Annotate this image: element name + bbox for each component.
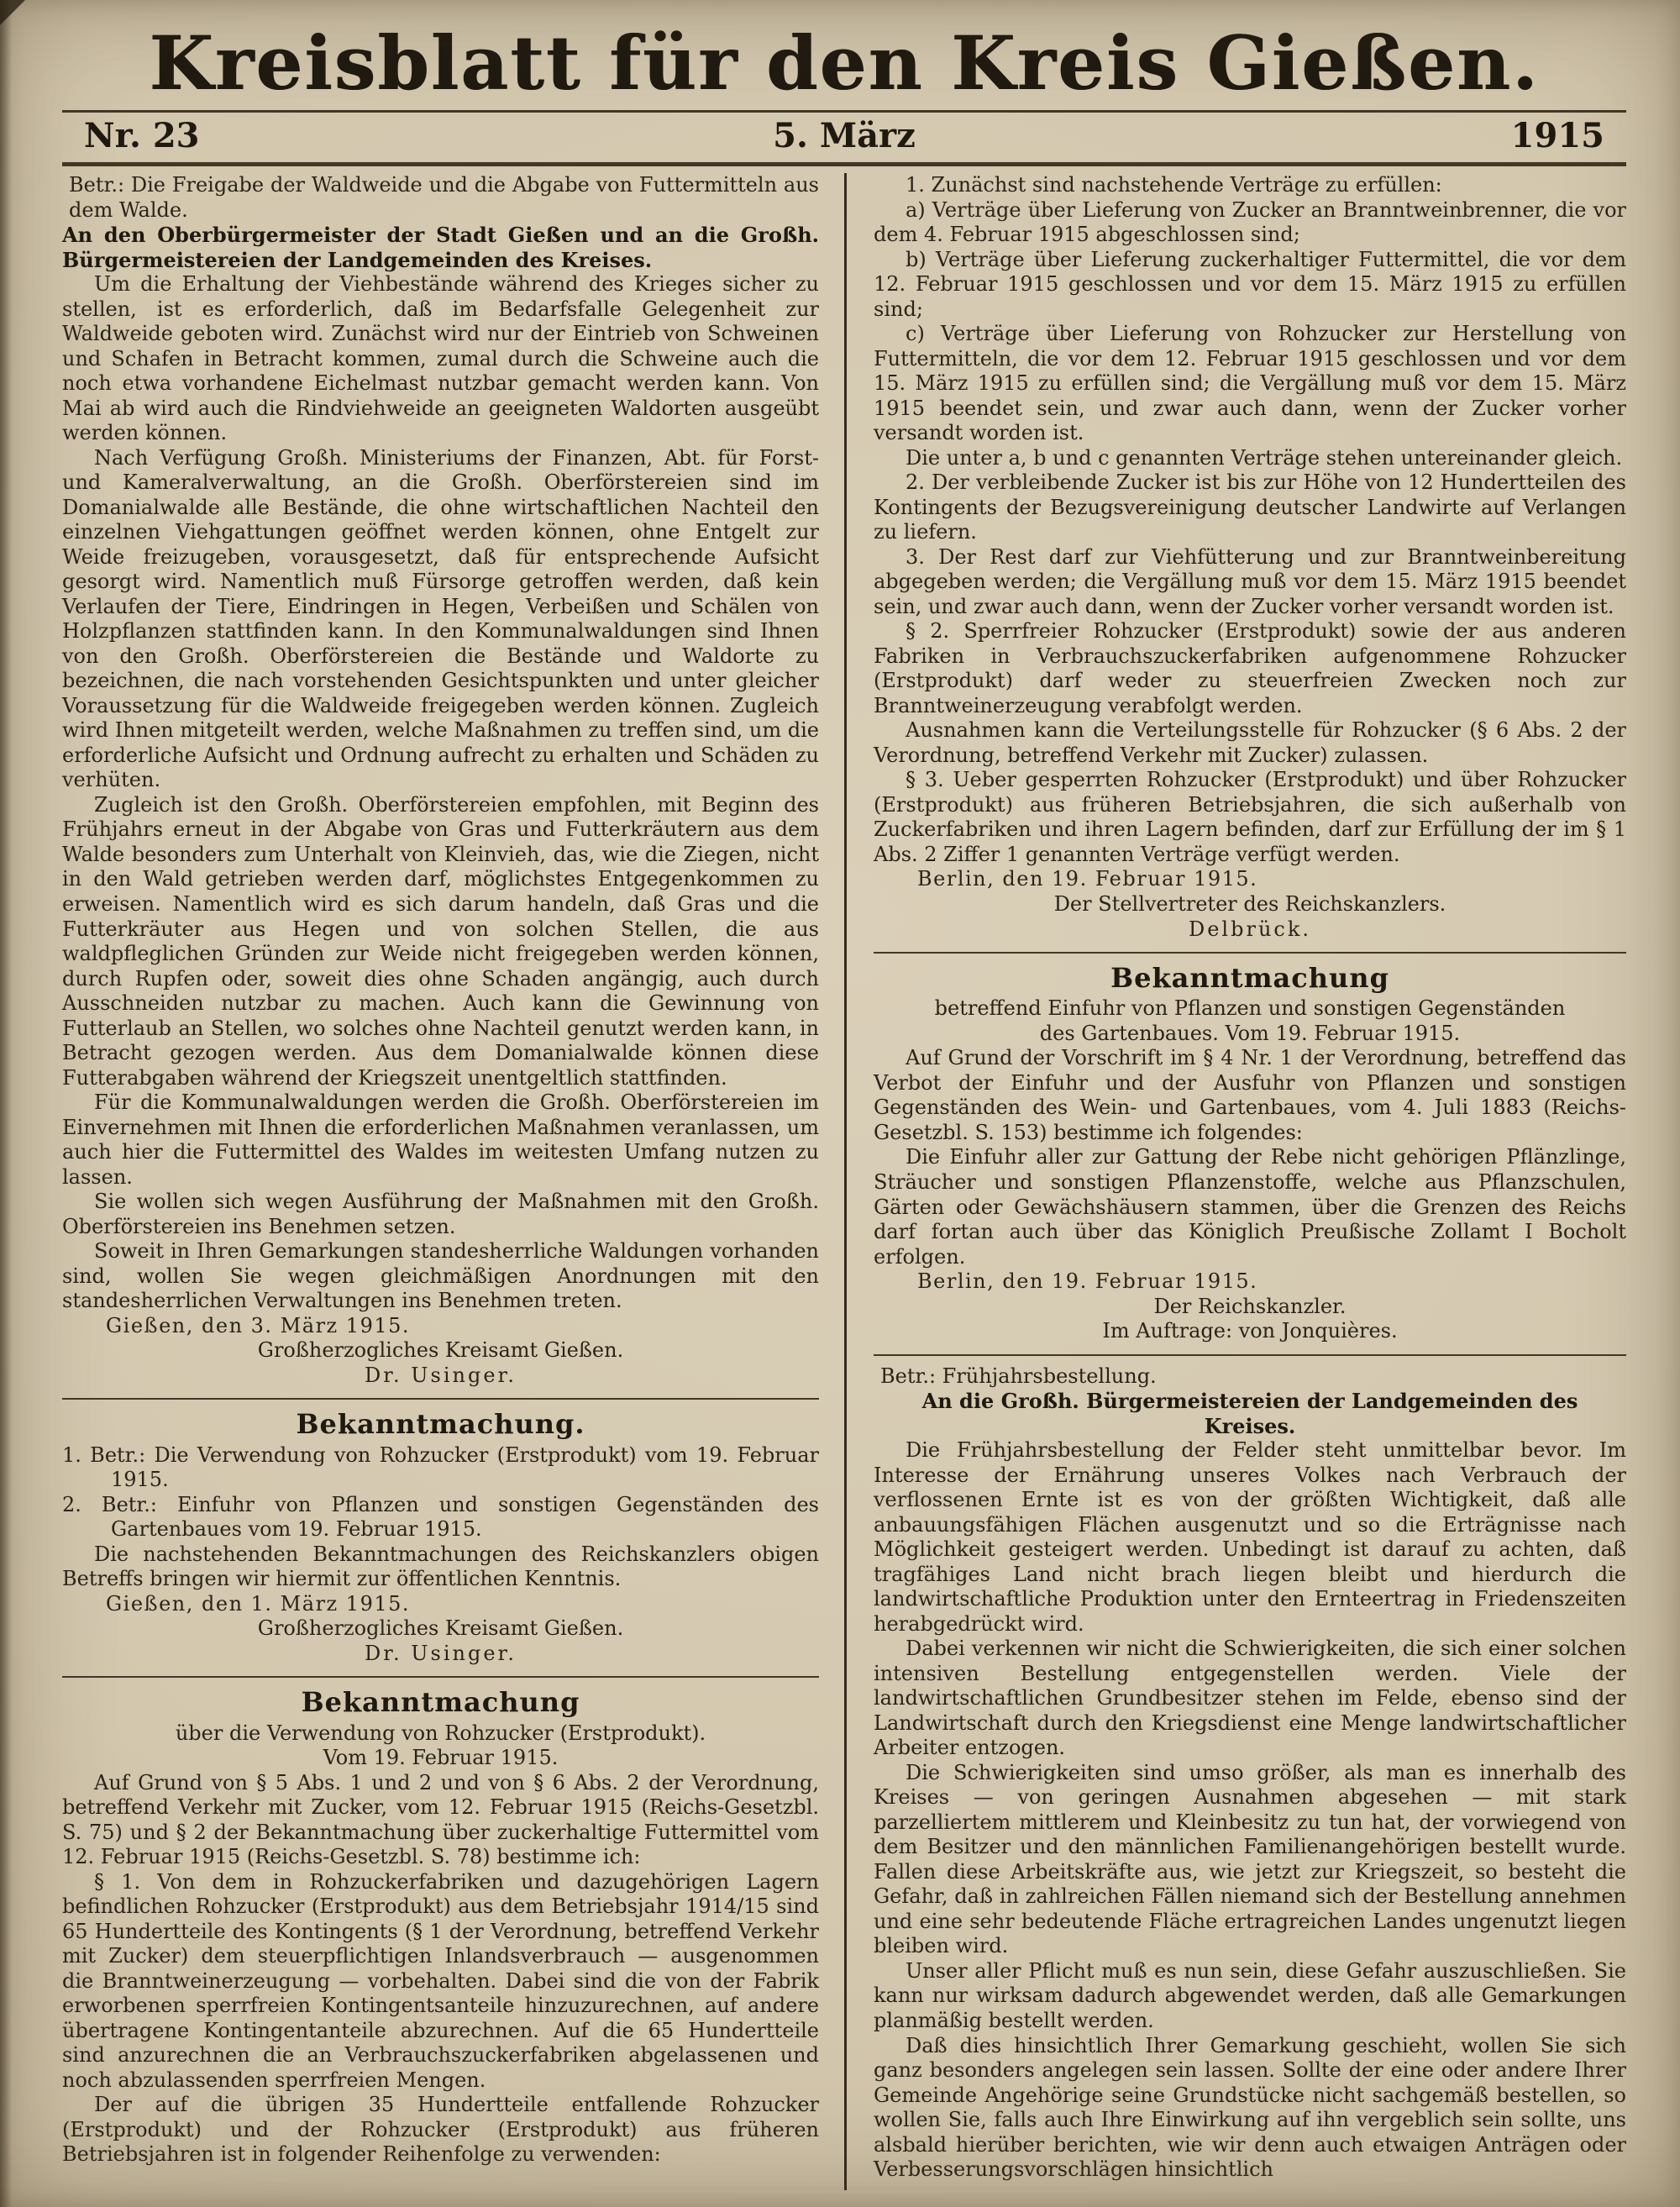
issue-row (62, 113, 1626, 162)
place-date-line: Berlin, den 19. Februar 1915. (917, 1269, 1258, 1294)
paragraph: Um die Erhaltung der Viehbestände während des Krieges sicher zu stellen, ist es erforderlich, daß im Bedarfsfalle Gelegenheit zur Waldweide geboten wird. Zunächst wird nur der Eintrieb von Schweinen und Schafen in Betracht kommen, zumal durch die Schweine auch die noch etwa vorhandene Eichelmast nutzbar gemacht werden kann. Von Mai ab wird auch die Rindviehweide an geeigneten Waldorten ausgeübt werden können. (62, 272, 819, 445)
article-subheading: betreffend Einfuhr von Pflanzen und sonstigen Gegenständen (934, 996, 1566, 1021)
betreff-item: 2. Betr.: Einfuhr von Pflanzen und sonstigen Gegenständen des Gartenbaues vom 19. Februar 1915. (62, 1492, 819, 1542)
article-separator (874, 952, 1626, 954)
header-rule-top (62, 110, 1626, 113)
article-address: An den Oberbürgermeister der Stadt Gießen und an die Großh. Bürgermeistereien der Landgemeinden des Kreises. (62, 223, 819, 272)
article-subject: Betr.: Frühjahrsbestellung. (880, 1364, 1157, 1388)
masthead (62, 13, 1626, 110)
article-separator (62, 1398, 819, 1400)
signature-name: Dr. Usinger. (364, 1363, 517, 1387)
place-date-line: Gießen, den 1. März 1915. (106, 1591, 411, 1616)
paragraph: § 1. Von dem in Rohzuckerfabriken und dazugehörigen Lagern befindlichen Rohzucker (Erstprodukt) aus dem Betriebsjahr 1914/15 sind 65 Hundertteile des Kontingents (§ 1 der Verordnung, betreffend Verkehr mit Zucker) dem steuerpflichtigen Inlandsverbrauch — ausgenommen die Branntweinerzeugung — vorbehalten. Dabei sind die von der Fabrik erworbenen sperrfreien Kontingentsanteile hinzuzurechnen, auf andere übertragene Kontingentanteile abzurechnen. Auf die 65 Hundertteile sind anzurechnen die an Verbrauchszuckerfabriken abgelassenen und noch abzulassenden sperrfreien Mengen. (62, 1869, 819, 2092)
paragraph: 1. Zunächst sind nachstehende Verträge zu erfüllen: (906, 173, 1442, 197)
content-columns (62, 173, 1626, 2190)
newspaper-title: Kreisblatt für den Kreis Gießen. (149, 19, 1540, 107)
place-date-line: Berlin, den 19. Februar 1915. (917, 867, 1258, 891)
article-subheading: über die Verwendung von Rohzucker (Erstprodukt). (175, 1721, 706, 1745)
signature-name: Delbrück. (1188, 917, 1312, 941)
paragraph: Der auf die übrigen 35 Hundertteile entfallende Rohzucker (Erstprodukt) und der Rohzucker (Erstprodukt) aus früheren Betriebsjahren ist in folgender Reihenfolge zu verwenden: (62, 2093, 819, 2167)
paragraph: § 3. Ueber gesperrten Rohzucker (Erstprodukt) und über Rohzucker (Erstprodukt) aus früheren Betriebsjahren, die sich außerhalb von Zuckerfabriken und ihren Lagern befinden, darf zur Erfüllung der im § 1 Abs. 2 Ziffer 1 genannten Verträge verfügt werden. (874, 768, 1626, 866)
article-heading: Bekanntmachung. (296, 1408, 585, 1441)
article-separator (62, 1676, 819, 1678)
paragraph: Die Schwierigkeiten sind umso größer, als man es innerhalb des Kreises — von geringen Ausnahmen abgesehen — mit stark parzelliertem mittlerem und Kleinbesitz zu tun hat, der vorwiegend von dem Besitzer und den männlichen Familienangehörigen bestellt wurde. Fallen diese Arbeitskräfte aus, wie jetzt zur Kriegszeit, so besteht die Gefahr, daß in zahlreichen Fällen niemand sich der Bestellung annehmen und eine sehr bedeutende Fläche ertragreichen Landes ungenutzt liegen bleiben wird. (874, 1760, 1626, 1958)
paragraph: Daß dies hinsichtlich Ihrer Gemarkung geschieht, wollen Sie sich ganz besonders angelegen sein lassen. Sollte der eine oder andere Ihrer Gemeinde Angehörige seine Grundstücke nicht sachgemäß bestellen, so wollen Sie, falls auch Ihre Einwirkung auf ihn vergeblich sein sollte, uns alsbald hierüber berichten, wie wir denn auch etwaigen Anträgen oder Verbesserungsvorschlägen hinsichtlich (874, 2033, 1626, 2182)
issue-year: 1915 (1510, 116, 1604, 156)
left-column (62, 173, 844, 2190)
paragraph: Die Frühjahrsbestellung der Felder steht unmittelbar bevor. Im Interesse der Ernährung unseres Volkes nach Verbrauch der verflossenen Ernte ist es von der größten Wichtigkeit, daß alle anbauungsfähigen Flächen ausgenutzt und so die Erträgnisse nach Möglichkeit gesteigert werden. Unbedingt ist darauf zu achten, daß tragfähiges Land nicht brach liegen bleibt und hierdurch die landwirtschaftliche Produktion unter den Ernteertrag in Friedenszeiten herabgedrückt wird. (874, 1438, 1626, 1636)
article-rohzucker-verwendung (62, 1686, 819, 2168)
signature-title: Der Stellvertreter des Reichskanzlers. (1053, 891, 1446, 916)
list-item-a: a) Verträge über Lieferung von Zucker an Branntweinbrenner, die vor dem 4. Februar 1915 abgeschlossen sind; (874, 197, 1626, 247)
article-subheading: des Gartenbaues. Vom 19. Februar 1915. (1039, 1021, 1461, 1045)
article-bekanntmachung-kreisamt (62, 1408, 819, 1666)
paragraph: Die unter a, b und c genannten Verträge stehen untereinander gleich. (906, 445, 1623, 470)
paragraph: 2. Der verbleibende Zucker ist bis zur Höhe von 12 Hundertteilen des Kontingents der Bezugsvereinigung deutscher Landwirte auf Verlangen zu liefern. (874, 470, 1626, 544)
paragraph: Ausnahmen kann die Verteilungsstelle für Rohzucker (§ 6 Abs. 2 der Verordnung, betreffend Verkehr mit Zucker) zulassen. (874, 718, 1626, 767)
paragraph: Sie wollen sich wegen Ausführung der Maßnahmen mit den Großh. Oberförstereien ins Benehmen setzen. (62, 1190, 819, 1238)
paragraph: Auf Grund der Vorschrift im § 4 Nr. 1 der Verordnung, betreffend das Verbot der Einfuhr und der Ausfuhr von Pflanzen und sonstigen Gegenständen des Wein- und Gartenbaues, vom 4. Juli 1883 (Reichs-Gesetzbl. S. 153) bestimme ich folgendes: (874, 1046, 1626, 1144)
paragraph: § 2. Sperrfreier Rohzucker (Erstprodukt) sowie der aus anderen Fabriken in Verbrauchszuckerfabriken aufgenommene Rohzucker (Erstprodukt) darf weder zu steuerfreien Zwecken noch zur Branntweinerzeugung verabfolgt werden. (874, 619, 1626, 717)
place-date-line: Gießen, den 3. März 1915. (106, 1313, 411, 1337)
issue-number: Nr. 23 (84, 116, 200, 156)
article-dateline: Vom 19. Februar 1915. (323, 1746, 559, 1770)
paragraph: Soweit in Ihren Gemarkungen standesherrliche Waldungen vorhanden sind, wollen Sie wegen gleichmäßigen Anordnungen mit den standesherrlichen Verwaltungen ins Benehmen treten. (62, 1239, 819, 1313)
right-column (844, 173, 1626, 2190)
article-fruehjahrsbestellung (874, 1364, 1626, 2183)
paragraph: Nach Verfügung Großh. Ministeriums der Finanzen, Abt. für Forst- und Kameralverwaltung, an die Großh. Oberförstereien sind im Domanialwalde alle Bestände, die ohne wirtschaftlichen Nachteil den einzelnen Viehgattungen geöffnet werden können, ohne Entgelt zur Weide freizugeben, vorausgesetzt, daß für entsprechende Aufsicht gesorgt wird. Namentlich muß Fürsorge getroffen werden, daß kein Verlaufen der Tiere, Eindringen in Hegen, Verbeißen und Schälen von Holzpflanzen stattfinden kann. In den Kommunalwaldungen sind Ihnen von den Großh. Oberförstereien die Bestände und Waldorte zu bezeichnen, die nach vorstehenden Gesichtspunkten und unter gleicher Voraussetzung für die Waldweide freigegeben werden können. Zugleich wird Ihnen mitgeteilt werden, welche Maßnahmen zu treffen sind, um die erforderliche Aufsicht und Ordnung aufrecht zu erhalten und Schäden zu verhüten. (62, 445, 819, 792)
article-address: An die Großh. Bürgermeistereien der Landgemeinden des Kreises. (921, 1389, 1578, 1438)
issue-date: 5. März (773, 116, 916, 156)
article-waldweide (62, 173, 819, 1388)
issuing-office: Großherzogliches Kreisamt Gießen. (257, 1616, 624, 1641)
paragraph: Dabei verkennen wir nicht die Schwierigkeiten, die sich einer solchen intensiven Bestellung entgegenstellen werden. Viele der landwirtschaftlichen Grundbesitzer stehen im Felde, ebenso sind der Landwirtschaft durch den Kriegsdienst eine Menge landwirtschaftlicher Arbeiter entzogen. (874, 1637, 1626, 1760)
betreff-item: 1. Betr.: Die Verwendung von Rohzucker (Erstprodukt) vom 19. Februar 1915. (62, 1442, 819, 1492)
list-item-b: b) Verträge über Lieferung zuckerhaltiger Futtermittel, die vor dem 12. Februar 1915 geschlossen und vor dem 15. März 1915 zu erfüllen sind; (874, 247, 1626, 321)
article-subject: Betr.: Die Freigabe der Waldweide und die Abgabe von Futtermitteln aus dem Walde. (69, 173, 819, 222)
signature-title: Der Reichskanzler. (1153, 1294, 1347, 1318)
list-item-c: c) Verträge über Lieferung von Rohzucker zur Herstellung von Futtermitteln, die vor dem 12. Februar 1915 geschlossen und vor dem 15. März 1915 zu erfüllen sind; die Vergällung muß vor dem 15. März 1915 beendet sein, und zwar auch dann, wenn der Zucker vorher versandt worden ist. (874, 322, 1626, 445)
paragraph: Zugleich ist den Großh. Oberförstereien empfohlen, mit Beginn des Frühjahrs erneut in der Abgabe von Gras und Futterkräutern aus dem Walde besonders zum Unterhalt von Kleinvieh, das, wie die Ziegen, nicht in den Wald getrieben werden darf, möglichstes Entgegenkommen zu erweisen. Namentlich wird es sich darum handeln, daß Gras und die Futterkräuter aus Hegen und von solchen Stellen, die aus waldpfleglichen Gründen zur Weide nicht freigegeben werden können, durch Rupfen oder, soweit dies ohne Schaden angängig, auch durch Ausschneiden nutzbar zu machen. Auch kann die Gewinnung von Futterlaub an Stellen, wo solches ohne Nachteil genutzt werden kann, in Betracht gezogen werden. Aus dem Domanialwalde können diese Futterabgaben während der Kriegszeit unentgeltlich stattfinden. (62, 792, 819, 1090)
article-separator (874, 1354, 1626, 1356)
signature-name: Dr. Usinger. (364, 1641, 517, 1665)
article-heading: Bekanntmachung (301, 1686, 580, 1719)
paragraph: Für die Kommunalwaldungen werden die Großh. Oberförstereien im Einvernehmen mit Ihnen die erforderlichen Maßnahmen veranlassen, um auch hier die Futtermittel des Waldes im weitesten Umfang nutzen zu lassen. (62, 1090, 819, 1189)
paragraph: Die nachstehenden Bekanntmachungen des Reichskanzlers obigen Betreffs bringen wir hiermit zur öffentlichen Kenntnis. (62, 1542, 819, 1591)
article-rohzucker-continuation (874, 173, 1626, 942)
article-pflanzen-einfuhr (874, 962, 1626, 1344)
paragraph: Die Einfuhr aller zur Gattung der Rebe nicht gehörigen Pflänzlinge, Sträucher und sonstigen Pflanzenstoffe, welche aus Pflanzschulen, Gärten oder Gewächshäusern stammen, über die Grenzen des Reichs darf fortan auch über das Königlich Preußische Zollamt I Bocholt erfolgen. (874, 1145, 1626, 1269)
article-heading: Bekanntmachung (1110, 962, 1389, 995)
signature-name: Im Auftrage: von Jonquières. (1102, 1319, 1398, 1343)
issuing-office: Großherzogliches Kreisamt Gießen. (257, 1338, 624, 1363)
paragraph: 3. Der Rest darf zur Viehfütterung und zur Branntweinbereitung abgegeben werden; die Vergällung muß vor dem 15. März 1915 beendet sein, und zwar auch dann, wenn der Zucker vorher versandt worden ist. (874, 544, 1626, 618)
paragraph: Unser aller Pflicht muß es nun sein, diese Gefahr auszuschließen. Sie kann nur wirksam dadurch abgewendet werden, daß alle Gemarkungen planmäßig bestellt werden. (874, 1958, 1626, 2032)
paragraph: Auf Grund von § 5 Abs. 1 und 2 und von § 6 Abs. 2 der Verordnung, betreffend Verkehr mit Zucker, vom 12. Februar 1915 (Reichs-Gesetzbl. S. 75) und § 2 der Bekanntmachung über zuckerhaltige Futtermittel vom 12. Februar 1915 (Reichs-Gesetzbl. S. 78) bestimme ich: (62, 1770, 819, 1869)
header-rule-bottom (62, 162, 1626, 166)
